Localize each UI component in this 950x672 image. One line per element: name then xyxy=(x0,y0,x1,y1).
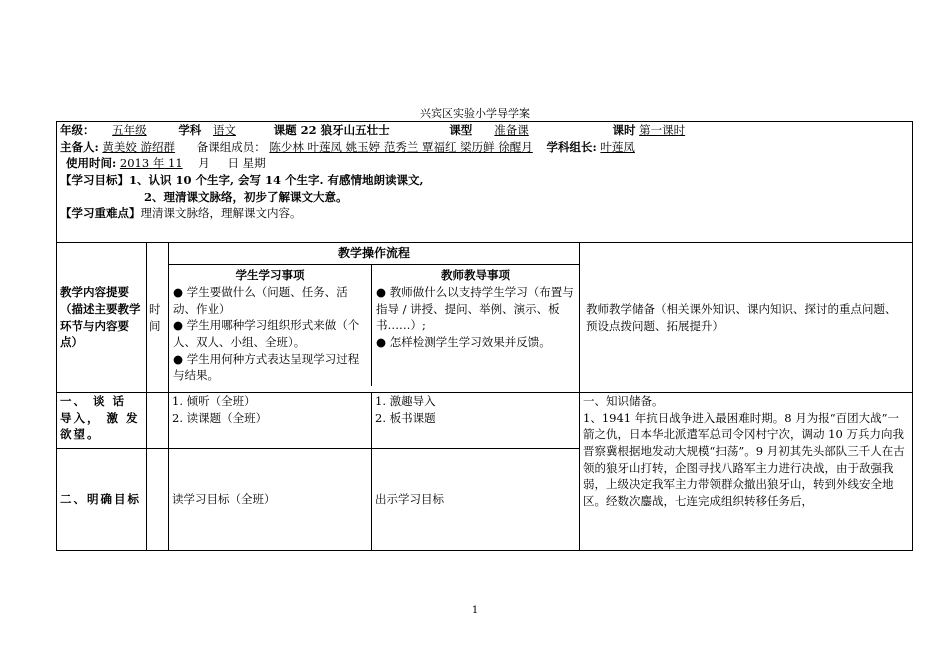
student-title: 学生学习事项 xyxy=(235,268,305,283)
process-subheaders xyxy=(169,265,579,386)
lesson-info-cell xyxy=(57,122,913,243)
lesson-type-label: 课型 xyxy=(449,123,473,137)
date-year-unit: 年 xyxy=(152,156,165,171)
student-column xyxy=(169,265,372,386)
document-title: 兴宾区实验小学导学案 xyxy=(420,107,530,120)
stage-goals: 二、明确目标 xyxy=(57,449,147,551)
reserve-heading: 一、知识储备。 xyxy=(583,394,664,408)
content-column-header: 教学内容提要（描述主要教学环节与内容要点） xyxy=(57,243,147,393)
date-label: 使用时间: xyxy=(66,156,117,171)
group-label: 备课组成员： xyxy=(196,139,266,154)
group-value: 陈少林 叶莲凤 姚玉婷 范秀兰 覃福红 梁历鲜 徐醒月 xyxy=(269,139,533,154)
date-month: 11 xyxy=(168,156,183,171)
activity-line: 1. 激趣导入 xyxy=(375,394,436,408)
info-line-2 xyxy=(60,139,909,156)
subject-value: 语文 xyxy=(212,123,236,137)
goal-line-1 xyxy=(60,172,909,189)
reserve-content-cell xyxy=(580,393,913,551)
time-cell xyxy=(147,393,169,449)
info-line-3 xyxy=(60,155,909,172)
teacher-activity-intro xyxy=(372,393,580,449)
goal-label: 【学习目标】 xyxy=(60,173,129,188)
grade-label: 年级： xyxy=(60,123,95,137)
lesson-type-value: 准备课 xyxy=(494,123,529,137)
info-line-1 xyxy=(60,122,909,139)
date-month-unit: 月 xyxy=(198,156,210,171)
date-week: 星期 xyxy=(242,156,266,171)
teacher-item: ● 教师做什么以支持学生学习（布置与指导 / 讲授、提问、举例、演示、板书……）; xyxy=(376,285,574,333)
key-points-value: 理清课文脉络，理解课文内容。 xyxy=(140,206,302,221)
key-points-label: 【学习重难点】 xyxy=(60,206,141,221)
student-activity-goals xyxy=(169,449,372,551)
activity-line: 读学习目标（全班） xyxy=(172,492,276,507)
goal-1: 1、认识 10 个生字, 会写 14 个生字. 有感情地朗读课文, xyxy=(129,173,424,188)
key-points-line xyxy=(60,205,909,222)
activity-line: 2. 读课题（全班） xyxy=(172,410,268,425)
time-cell xyxy=(147,449,169,551)
teacher-title: 教师教导事项 xyxy=(441,268,510,283)
leader-value: 叶莲凤 xyxy=(600,139,635,154)
goal-2: 2、理清课文脉络，初步了解课文大意。 xyxy=(144,189,348,204)
process-title: 教学操作流程 xyxy=(169,243,579,265)
reserve-body: 1、1941 年抗日战争进入最困难时期。8 月为报“百团大战”一箭之仇，日本华北派遣军总司令冈村宁次，调动 10 万兵力向我晋察冀根据地发动大规模“扫荡”。9 月初其先头部队三千人在古领的狼牙山打转，企图寻找八路军主力进行决战，由于敌强我弱，上级决定我军主力带领群众撤出狼牙山，转到外线安全地区。经数次鏖战，七连完成组织转移任务后， xyxy=(583,410,905,509)
activity-line: 2. 板书课题 xyxy=(375,410,436,425)
stage-intro: 一、 谈 话 导入， 激 发 欲望。 xyxy=(57,393,147,449)
preparer-value: 黄美姣 游绍群 xyxy=(102,139,176,154)
leader-label: 学科组长: xyxy=(546,139,597,154)
goal-line-2 xyxy=(60,189,909,206)
student-activity-intro xyxy=(169,393,372,449)
period-label: 课时 xyxy=(612,123,636,137)
reserve-column-header: 教师教学储备（相关课外知识、课内知识、探讨的重点问题、预设点拨问题、拓展提升） xyxy=(580,243,913,393)
student-item: ● 学生要做什么（问题、任务、活动、作业） xyxy=(173,285,348,316)
student-item: ● 学生用哪种学习组织形式来做（个人、双人、小组、全班）。 xyxy=(173,318,360,350)
subject-label: 学科 xyxy=(178,123,202,137)
teacher-item: ● 怎样检测学生学习效果并反馈。 xyxy=(376,335,551,350)
lesson-topic: 课题 22 狼牙山五壮士 xyxy=(273,123,390,137)
date-year: 2013 xyxy=(119,156,150,171)
time-column-header: 时间 xyxy=(147,243,169,393)
date-day-unit: 日 xyxy=(227,156,239,171)
preparer-label: 主备人: xyxy=(60,139,99,154)
teacher-column xyxy=(372,265,579,386)
grade-value: 五年级 xyxy=(112,123,147,137)
period-value: 第一课时 xyxy=(639,123,686,137)
teacher-activity-goals xyxy=(372,449,580,551)
lesson-plan-table xyxy=(56,121,913,551)
page-number: 1 xyxy=(471,605,479,616)
process-header-cell xyxy=(169,243,580,393)
activity-line: 出示学习目标 xyxy=(375,492,444,507)
activity-line: 1. 倾听（全班） xyxy=(172,394,256,408)
student-item: ● 学生用何种方式表达呈现学习过程与结果。 xyxy=(173,351,360,383)
